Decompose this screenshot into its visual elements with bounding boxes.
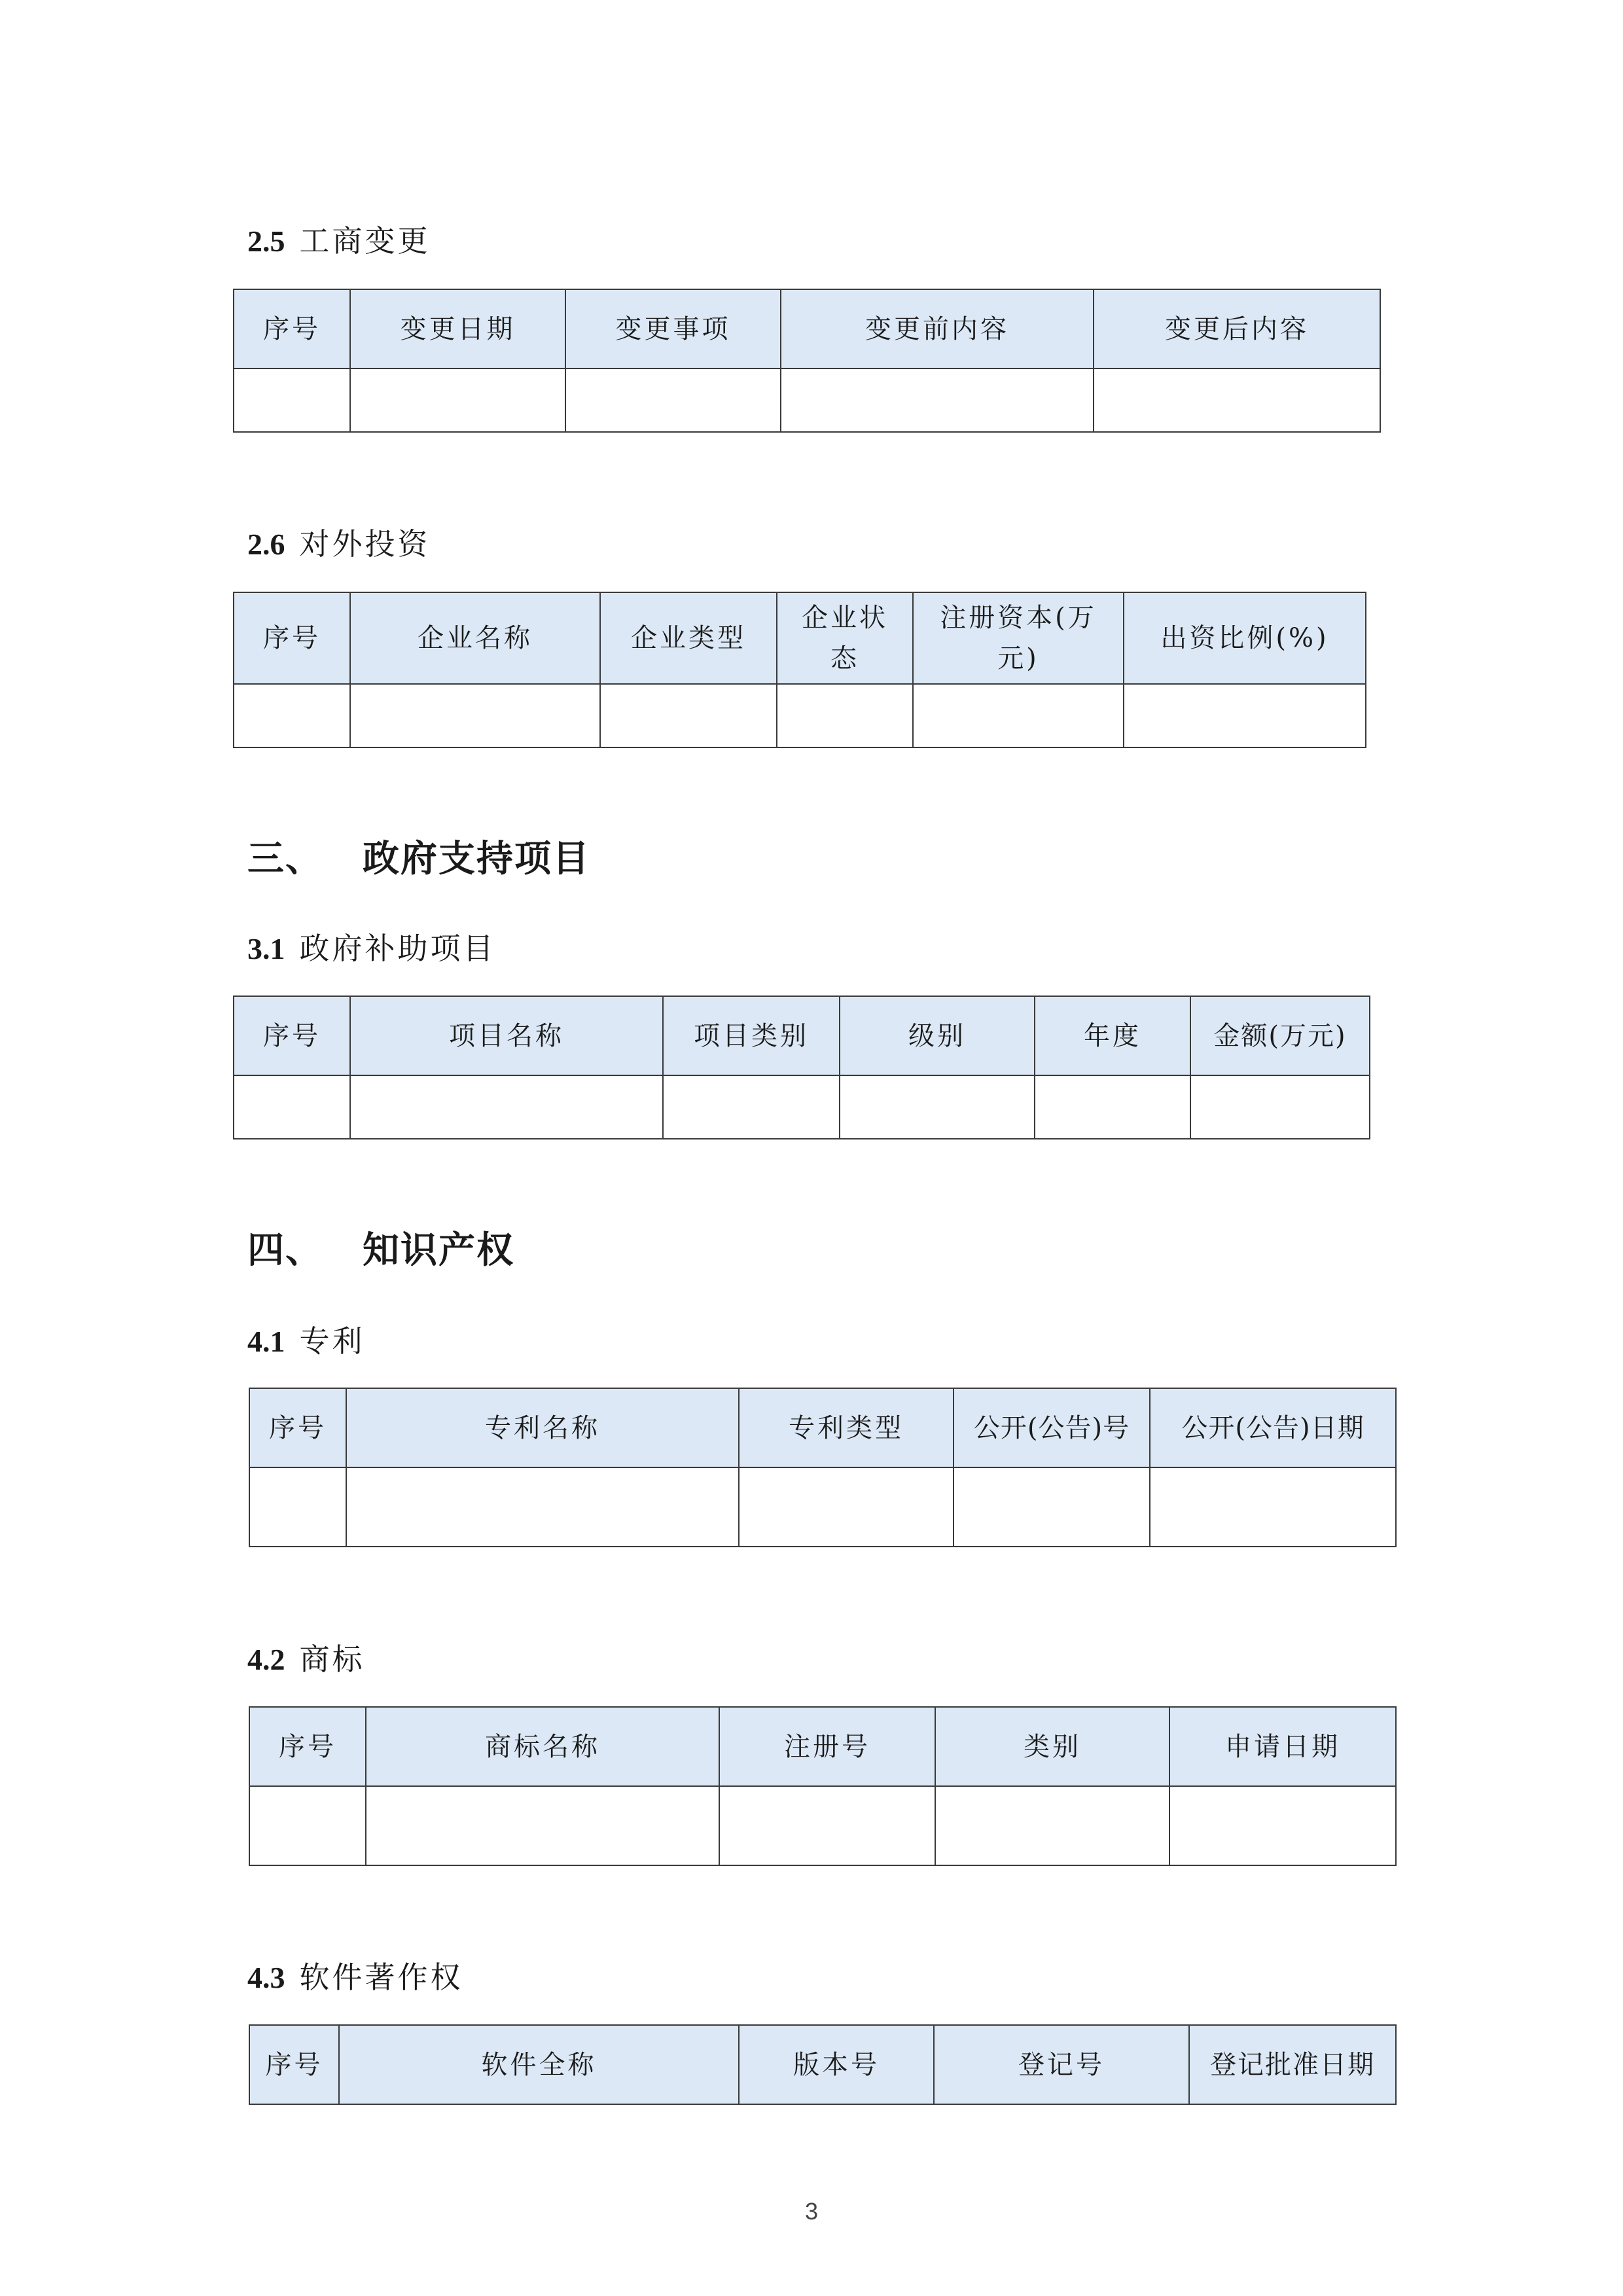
empty-cell	[1124, 684, 1366, 747]
empty-cell	[1169, 1786, 1396, 1865]
header-cell: 变更日期	[350, 289, 565, 368]
header-cell: 变更事项	[565, 289, 781, 368]
header-cell: 登记号	[934, 2025, 1189, 2104]
header-cell: 项目名称	[350, 996, 663, 1075]
header-cell: 序号	[234, 996, 350, 1075]
heading-title: 专利	[299, 1323, 365, 1359]
heading-title: 政府补助项目	[299, 931, 496, 966]
section-3-heading	[247, 837, 590, 880]
header-cell: 序号	[234, 289, 350, 368]
header-cell: 级别	[840, 996, 1035, 1075]
empty-cell	[234, 1075, 350, 1139]
heading-2-6	[247, 526, 431, 562]
header-cell: 年度	[1035, 996, 1190, 1075]
header-cell: 申请日期	[1169, 1707, 1396, 1786]
header-cell: 注册号	[719, 1707, 935, 1786]
page-number: 3	[804, 2198, 819, 2225]
empty-cell	[1190, 1075, 1370, 1139]
table-patents	[249, 1388, 1397, 1547]
empty-cell	[781, 368, 1094, 432]
empty-cell	[366, 1786, 719, 1865]
empty-cell	[663, 1075, 840, 1139]
table-government-subsidy	[233, 996, 1370, 1139]
empty-cell	[234, 368, 350, 432]
heading-4-1	[247, 1323, 365, 1359]
header-cell: 登记批准日期	[1189, 2025, 1396, 2104]
empty-cell	[913, 684, 1124, 747]
header-cell: 变更后内容	[1094, 289, 1380, 368]
empty-cell	[350, 684, 600, 747]
heading-3-1	[247, 933, 496, 964]
empty-cell	[719, 1786, 935, 1865]
header-cell: 企业类型	[600, 592, 777, 684]
header-cell: 项目类别	[663, 996, 840, 1075]
empty-cell	[1150, 1467, 1396, 1547]
empty-cell	[954, 1467, 1150, 1547]
table-software-copyright	[249, 2024, 1397, 2105]
empty-cell	[1094, 368, 1380, 432]
heading-4-2	[247, 1641, 365, 1677]
header-cell: 专利类型	[739, 1388, 954, 1467]
header-cell: 金额(万元)	[1190, 996, 1370, 1075]
empty-cell	[350, 368, 565, 432]
header-cell: 出资比例(%)	[1124, 592, 1366, 684]
heading-number: 2.5	[247, 224, 285, 258]
heading-title: 对外投资	[299, 526, 431, 562]
section-number: 四、	[247, 1229, 323, 1272]
empty-cell	[249, 1467, 346, 1547]
heading-4-3	[247, 1962, 463, 1993]
table-trademarks	[249, 1706, 1397, 1866]
heading-title: 商标	[299, 1641, 365, 1677]
header-cell: 注册资本(万元)	[913, 592, 1124, 684]
header-cell: 类别	[935, 1707, 1169, 1786]
empty-cell	[249, 1786, 366, 1865]
section-4-heading	[247, 1229, 514, 1272]
empty-cell	[234, 684, 350, 747]
heading-number: 4.2	[247, 1643, 285, 1676]
empty-cell	[350, 1075, 663, 1139]
header-cell: 企业名称	[350, 592, 600, 684]
header-cell: 公开(公告)号	[954, 1388, 1150, 1467]
empty-cell	[777, 684, 913, 747]
header-cell: 版本号	[739, 2025, 934, 2104]
empty-cell	[600, 684, 777, 747]
header-cell: 企业状态	[777, 592, 913, 684]
empty-cell	[935, 1786, 1169, 1865]
header-cell: 序号	[234, 592, 350, 684]
header-cell: 公开(公告)日期	[1150, 1388, 1396, 1467]
header-cell: 序号	[249, 1388, 346, 1467]
heading-number: 3.1	[247, 932, 285, 965]
section-title: 政府支持项目	[363, 837, 590, 880]
header-cell: 序号	[249, 2025, 339, 2104]
empty-cell	[739, 1467, 954, 1547]
section-number: 三、	[247, 837, 323, 880]
heading-title: 软件著作权	[299, 1960, 463, 1995]
empty-cell	[565, 368, 781, 432]
header-cell: 变更前内容	[781, 289, 1094, 368]
header-cell: 软件全称	[339, 2025, 739, 2104]
table-business-changes	[233, 289, 1381, 433]
heading-number: 2.6	[247, 528, 285, 561]
table-external-investment	[233, 592, 1366, 748]
header-cell: 商标名称	[366, 1707, 719, 1786]
header-cell: 专利名称	[346, 1388, 739, 1467]
heading-title: 工商变更	[299, 223, 431, 259]
section-title: 知识产权	[363, 1229, 514, 1272]
empty-cell	[840, 1075, 1035, 1139]
empty-cell	[346, 1467, 739, 1547]
heading-number: 4.1	[247, 1325, 285, 1358]
heading-2-5	[247, 223, 431, 259]
header-cell: 序号	[249, 1707, 366, 1786]
heading-number: 4.3	[247, 1961, 285, 1994]
empty-cell	[1035, 1075, 1190, 1139]
